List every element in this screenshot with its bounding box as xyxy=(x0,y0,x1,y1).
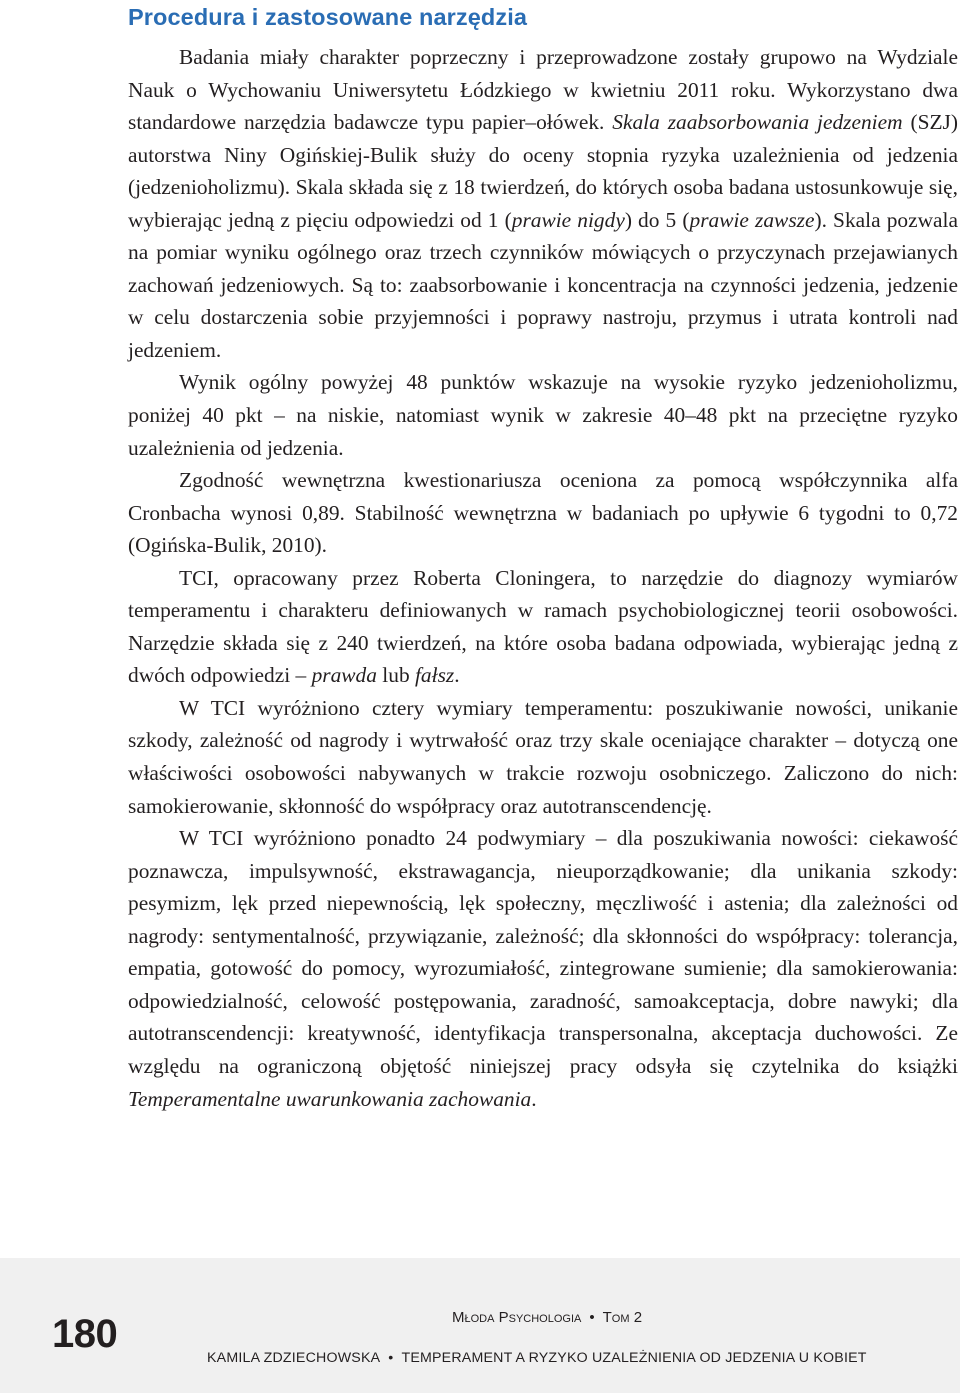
text-run: . xyxy=(454,663,460,688)
separator-dot: • xyxy=(589,1309,595,1326)
separator-dot: • xyxy=(388,1350,394,1366)
paragraph xyxy=(128,822,958,1115)
italic-text: prawie zawsze xyxy=(689,207,815,232)
section-heading: Procedura i zastosowane narzędzia xyxy=(128,4,528,30)
italic-text: prawda xyxy=(311,663,377,688)
italic-text: Skala zaabsorbowania jedzeniem xyxy=(612,110,903,135)
text-run: Zgodność wewnętrzna kwestionariusza oceniona za pomocą współczynnika alfa Cronbacha wynosi 0,89. Stabilność wewnętrzna w badaniach po upływie 6 tygodni to 0,72 (Ogińska-Bulik, 2010). xyxy=(128,468,958,558)
italic-text: Temperamentalne uwarunkowania zachowania xyxy=(128,1086,532,1111)
text-run: ). Skala pozwala na pomiar wyniku ogólnego oraz trzech czynników mówiących o przyczynach przejawianych zachowań jedzeniowych. Są to: zaabsorbowanie i koncentracja na czynności jedzenia, jedzenie w celu dostarczenia sobie przyjemności i poprawy nastroju, przymus i utrata kontroli nad jedzeniem. xyxy=(128,207,958,362)
text-run: . xyxy=(531,1086,537,1111)
paragraph xyxy=(128,41,958,366)
text-run: TCI, opracowany przez Roberta Cloningera, to narzędzie do diagnozy wymiarów temperamentu i charakteru definiowanych w ramach psychobiologicznej teorii osobowości. Narzędzie składa się z 240 twierdzeń, na które osoba badana odpowiada, wybierając jedną z dwóch odpowiedzi – xyxy=(128,565,958,688)
journal-line xyxy=(452,1309,652,1326)
paragraph xyxy=(128,464,958,562)
text-run: Wynik ogólny powyżej 48 punktów wskazuje na wysokie ryzyko jedzenioholizmu, poniżej 40 pkt – na niskie, natomiast wynik w zakresie 40–48 pkt na przeciętne ryzyko uzależnienia od jedzenia. xyxy=(128,370,958,460)
body-text xyxy=(128,41,958,1115)
text-run: W TCI wyróżniono cztery wymiary temperamentu: poszukiwanie nowości, unikanie szkody, zależność od nagrody i wytrwałość oraz trzy skale oceniające charakter – dotyczą one właściwości osobowości nabywanych w trakcie rozwoju osobniczego. Zaliczono do nich: samokierowanie, skłonność do współpracy oraz autotranscendencję. xyxy=(128,695,958,818)
running-author: KAMILA ZDZIECHOWSKA xyxy=(207,1350,381,1366)
text-run: Badania miały charakter poprzeczny i przeprowadzone zostały grupowo na Wydziale Nauk o Wychowaniu Uniwersytetu Łódzkiego w kwietniu 2011 roku. Wykorzystano dwa standardowe narzędzia badawcze typu papier–ołówek. xyxy=(128,45,958,135)
journal-name: Młoda Psychologia xyxy=(452,1309,582,1326)
text-run: lub xyxy=(376,663,415,688)
running-header xyxy=(207,1350,867,1366)
page-number: 180 xyxy=(52,1312,118,1356)
italic-text: fałsz xyxy=(414,663,455,688)
running-title: TEMPERAMENT A RYZYKO UZALEŻNIENIA OD JEDZENIA U KOBIET xyxy=(401,1350,867,1366)
text-run: ) do 5 ( xyxy=(624,207,690,232)
text-run: W TCI wyróżniono ponadto 24 podwymiary – dla poszukiwania nowości: ciekawość poznawcza, impulsywność, ekstrawagancja, nieuporządkowanie; dla unikania szkody: pesymizm, lęk przed niepewnością, lęk społeczny, męczliwość i astenia; dla zależności od nagrody: sentymentalność, przywiązanie, zależność; dla skłonności do współpracy: tolerancja, empatia, gotowość do pomocy, wyrozumiałość, zintegrowane sumienie; dla samokierowania: odpowiedzialność, celowość postępowania, zaradność, samoakceptacja, dobre nawyki; dla autotranscendencji: kreatywność, identyfikacja transpersonalna, akceptacja duchowości. Ze względu na ograniczoną objętość niniejszej pracy odsyła się czytelnika do książki xyxy=(128,826,958,1078)
paragraph xyxy=(128,692,958,822)
italic-text: prawie nigdy xyxy=(511,207,625,232)
text-run: (SZJ) autorstwa Niny Ogińskiej-Bulik służy do oceny stopnia ryzyka uzależnienia od jedzenia (jedzenioholizmu). Skala składa się z 18 twierdzeń, do których osoba badana ustosunkowuje się, wybierając jedną z pięciu odpowiedzi od 1 ( xyxy=(128,110,958,232)
journal-volume: Tom 2 xyxy=(602,1309,643,1326)
paragraph xyxy=(128,366,958,464)
paragraph xyxy=(128,562,958,692)
